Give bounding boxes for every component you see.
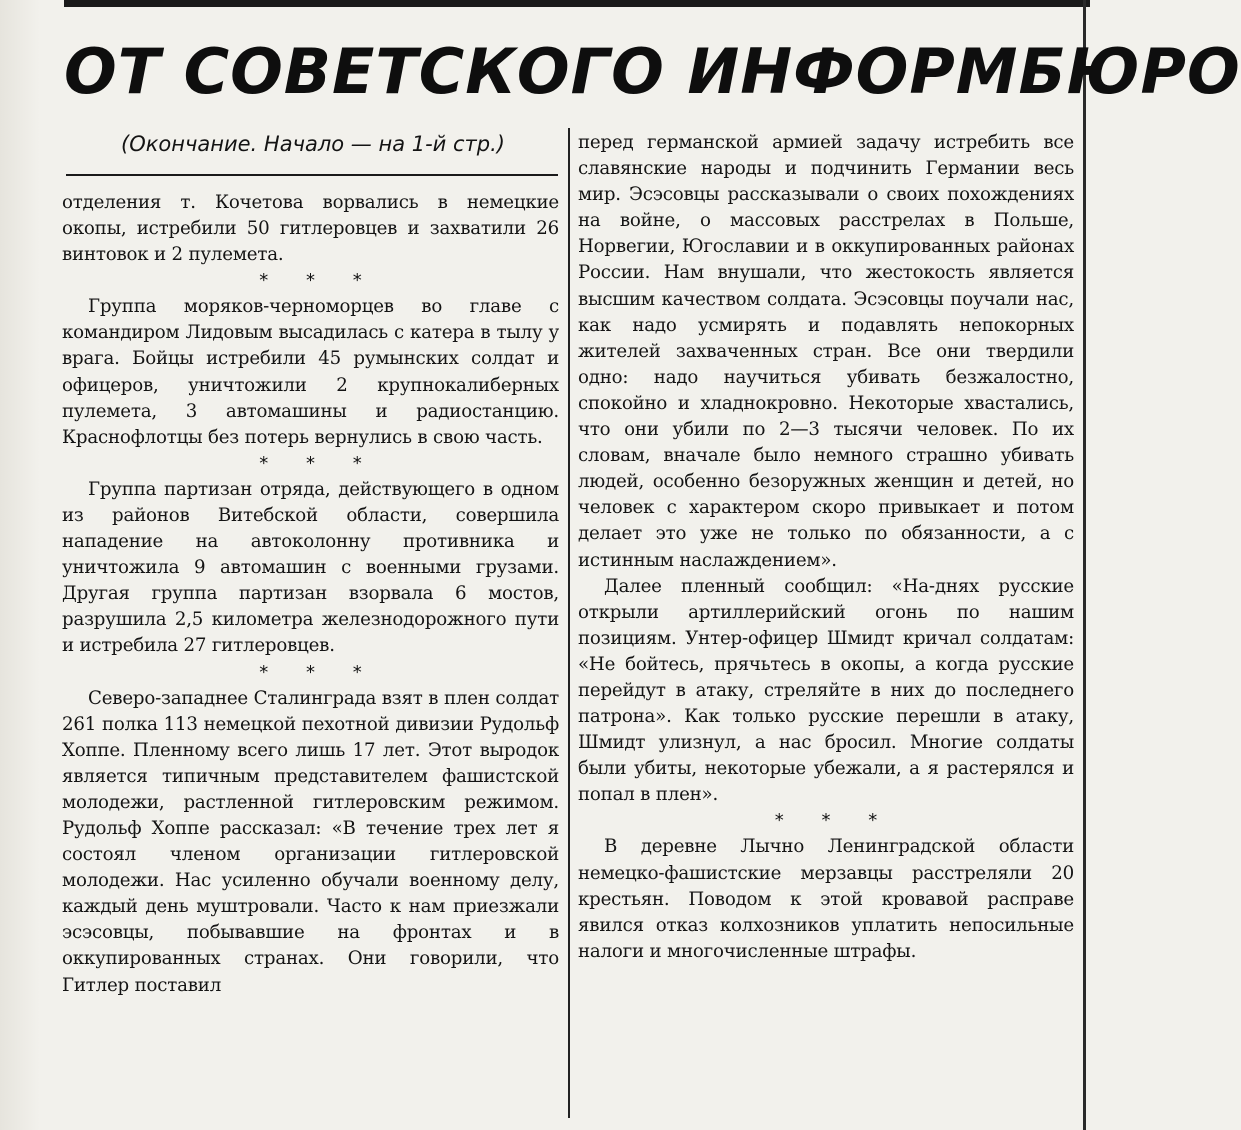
section-separator: * * * [259,452,378,474]
left-column [62,190,559,999]
column-divider [568,128,570,1118]
right-edge-rule [1083,0,1086,1130]
section-separator: * * * [259,661,378,683]
top-rule [64,0,1090,7]
page-fold-shadow [0,0,40,1130]
paragraph: Далее пленный сообщил: «На-днях русские открыли артиллерийский огонь по нашим позициям. Унтер-офицер Шмидт кричал солдатам: «Не бойтесь, прячьтесь в окопы, а когда русские перейдут в атаку, стреляйте в них до последнего патрона». Как только русские перешли в атаку, Шмидт улизнул, а нас бросил. Многие солдаты были убиты, некоторые убежали, а я растерялся и попал в плен». [578,575,1074,806]
right-column [578,130,1074,965]
subhead-rule [66,174,558,176]
paragraph: отделения т. Кочетова ворвались в немецкие окопы, истребили 50 гитлеровцев и захватили 26 винтовок и 2 пулемета. [62,192,559,266]
continuation-note: (Окончание. Начало — на 1-й стр.) [121,132,505,156]
paragraph: Группа партизан отряда, действующего в одном из районов Витебской области, совершила нападение на автоколонну противника и уничтожила 9 автомашин с военными грузами. Другая группа партизан взорвала 6 мостов, разрушила 2,5 километра железнодорожного пути и истребила 27 гитлеровцев. [62,478,559,657]
section-separator: * * * [259,270,378,292]
section-separator: * * * [774,810,894,832]
paragraph: Северо-западнее Сталинграда взят в плен солдат 261 полка 113 немецкой пехотной дивизии Рудольф Хоппе. Пленному всего лишь 17 лет. Этот выродок является типичным представителем фашистской молодежи, растленной гитлеровским режимом. Рудольф Хоппе рассказал: «В течение трех лет я состоял членом организации гитлеровской молодежи. Нас усиленно обучали военному делу, каждый день муштровали. Часто к нам приезжали эсэсовцы, побывавшие на фронтах и в оккупированных странах. Они говорили, что Гитлер поставил [62,687,559,996]
paragraph: В деревне Лычно Ленинградской области немецко-фашистские мерзавцы расстреляли 20 крестьян. Поводом к этой кровавой расправе явился отказ колхозников уплатить непосильные налоги и многочисленные штрафы. [578,836,1074,962]
paragraph: Группа моряков-черноморцев во главе с командиром Лидовым высадилась с катера в тылу у врага. Бойцы истребили 45 румынских солдат и офицеров, уничтожили 2 крупнокалиберных пулемета, 3 автомашины и радиостанцию. Краснофлотцы без потерь вернулись в свою часть. [62,296,559,448]
headline: ОТ СОВЕТСКОГО ИНФОРМБЮРО [64,35,1241,108]
paragraph: перед германской армией задачу истребить все славянские народы и подчинить Германии весь мир. Эсэсовцы рассказывали о своих похождениях на войне, о массовых расстрелах в Польше, Норвегии, Югославии и в оккупированных районах России. Нам внушали, что жестокость является высшим качеством солдата. Эсэсовцы поучали нас, как надо усмирять и подавлять непокорных жителей захваченных стран. Все они твердили одно: надо научиться убивать безжалостно, спокойно и хладнокровно. Некоторые хвастались, что они убили по 2—3 тысячи человек. По их словам, вначале было немного страшно убивать людей, особенно безоружных женщин и детей, но человек с характером скоро привыкает и потом делает это уже не только по обязанности, а с истинным наслаждением». [578,132,1074,571]
